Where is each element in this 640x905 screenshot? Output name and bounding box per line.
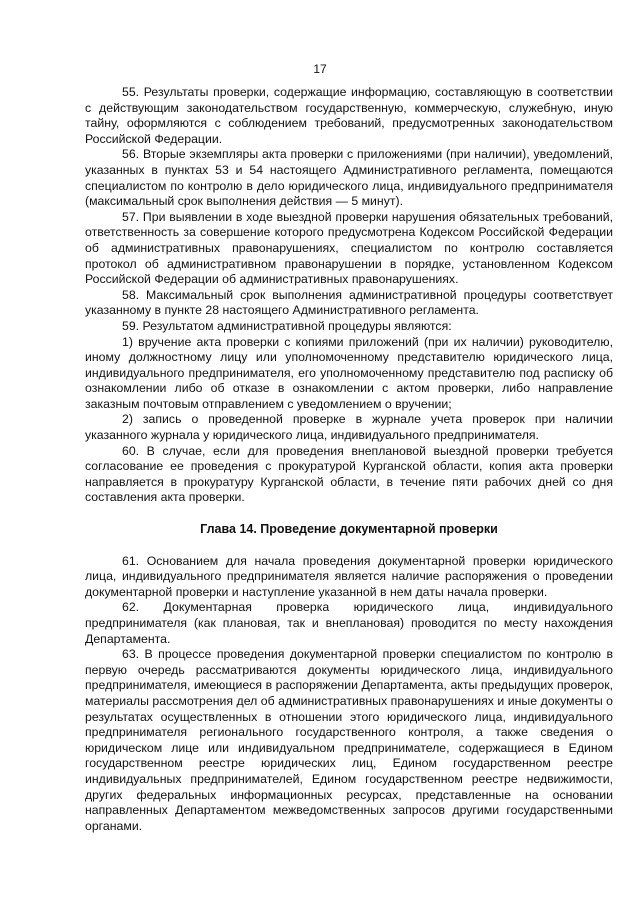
paragraph-60: 60. В случае, если для проведения внеплановой выездной проверки требуется согласование ее проведения с прокуратурой Курганской области, копия акта проверки направляется в прокуратуру Курганской области, в течение пяти рабочих дней со дня составления акта проверки. bbox=[85, 443, 613, 505]
chapter-heading: Глава 14. Проведение документарной проверки bbox=[200, 522, 498, 537]
paragraph-58: 58. Максимальный срок выполнения административной процедуры соответствует указанному в пункте 28 настоящего Административного регламента. bbox=[85, 287, 613, 318]
paragraph-63: 63. В процессе проведения документарной проверки специалистом по контролю в первую очередь рассматриваются документы юридического лица, индивидуального предпринимателя, имеющиеся в распоряжении Департамента, акты предыдущих проверок, материалы рассмотрения дел об административных правонарушениях и иные документы о результатах осуществленных в отношении этого юридического лица, индивидуального предпринимателя регионального государственного контроля, а также сведения о юридическом лице или индивидуальном предпринимателе, содержащиеся в Едином государственном реестре юридических лиц, Едином государственном реестре индивидуальных предпринимателей, Едином государственном реестре недвижимости, других федеральных информационных ресурсах, представленные на основании направленных Департаментом межведомственных запросов другими государственными органами. bbox=[85, 647, 613, 833]
page-number: 17 bbox=[313, 62, 327, 76]
paragraph-56: 56. Вторые экземпляры акта проверки с приложениями (при наличии), уведомлений, указанных в пунктах 53 и 54 настоящего Административного регламента, помещаются специалистом по контролю в дело юридического лица, индивидуального предпринимателя (максимальный срок выполнения действия — 5 минут). bbox=[85, 147, 613, 209]
list-item-2: 2) запись о проведенной проверке в журнале учета проверок при наличии указанного журнала у юридического лица, индивидуального предпринимателя. bbox=[85, 412, 613, 443]
paragraph-62: 62. Документарная проверка юридического лица, индивидуального предпринимателя (как плановая, так и внеплановая) проводится по месту нахождения Департамента. bbox=[85, 600, 613, 646]
paragraph-55: 55. Результаты проверки, содержащие информацию, составляющую в соответствии с действующим законодательством государственную, коммерческую, служебную, иную тайну, оформляются с соблюдением требований, предусмотренных законодательством Российской Федерации. bbox=[85, 85, 613, 146]
document-body bbox=[85, 85, 613, 834]
paragraph-59: 59. Результатом административной процедуры являются: bbox=[122, 318, 452, 333]
paragraph-61: 61. Основанием для начала проведения документарной проверки юридического лица, индивидуального предпринимателя является наличие распоряжения о проведении документарной проверки и наступление указанной в нем даты начала проверки. bbox=[85, 553, 613, 599]
paragraph-57: 57. При выявлении в ходе выездной проверки нарушения обязательных требований, ответственность за совершение которого предусмотрена Кодексом Российской Федерации об административных правонарушениях, специалистом по контролю составляется протокол об административном правонарушении в порядке, установленном Кодексом Российской Федерации об административных правонарушениях. bbox=[85, 209, 613, 287]
list-item-1: 1) вручение акта проверки с копиями приложений (при их наличии) руководителю, иному должностному лицу или уполномоченному представителю юридического лица, индивидуального предпринимателя, его уполномоченному представителю под расписку об ознакомлении либо об отказе в ознакомлении с актом проверки, либо направление заказным почтовым отправлением с уведомлением о вручении; bbox=[85, 334, 613, 411]
